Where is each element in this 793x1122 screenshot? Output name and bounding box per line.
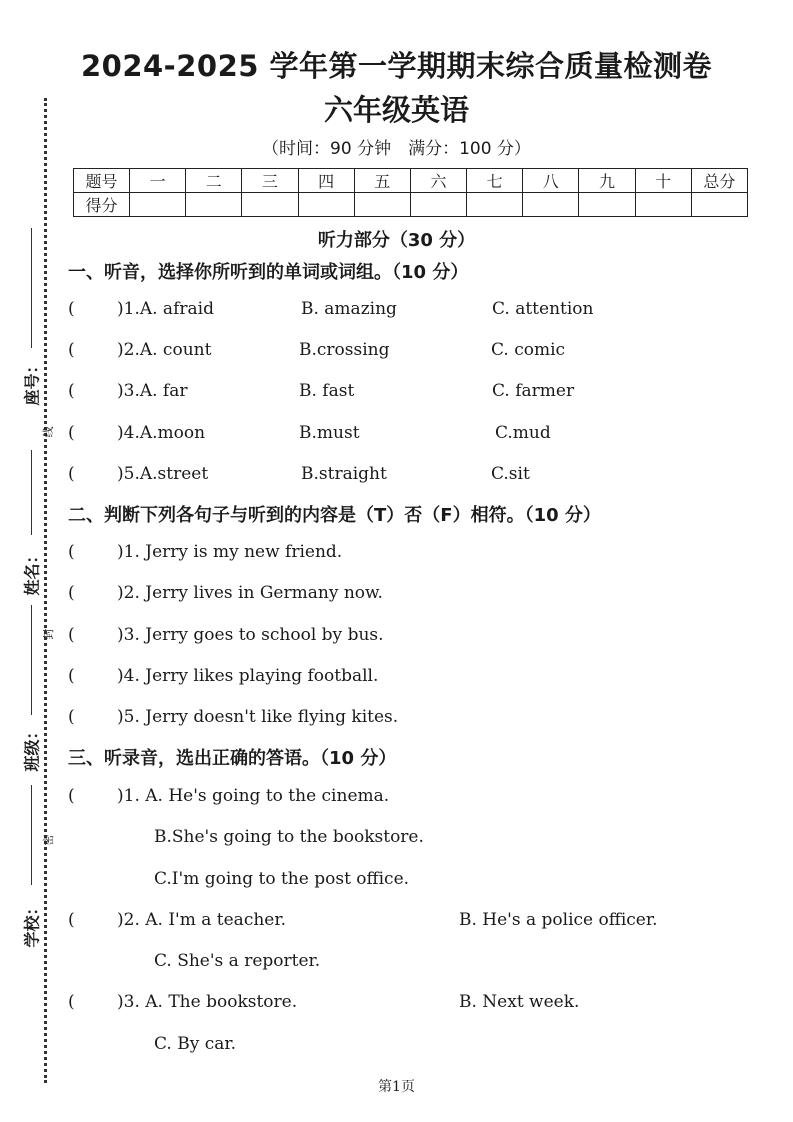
score-table-score-row — [74, 193, 748, 217]
part1-q4-a: )4.A.moon — [117, 423, 206, 443]
part1-q3-b: B. fast — [299, 381, 355, 401]
answer-paren: ( — [68, 542, 75, 562]
answer-paren: ( — [68, 464, 75, 484]
answer-paren: ( — [68, 340, 75, 360]
school-label: 学校： — [22, 899, 42, 948]
seal-mark-line: 线 — [42, 426, 55, 438]
part3-q3-c: C. By car. — [154, 1034, 237, 1054]
part1-heading: 一、听音，选择你所听到的单词或词组。（10 分） — [68, 262, 469, 283]
score-cell: 十 — [635, 169, 691, 193]
part3-q1-a: )1. A. He's going to the cinema. — [117, 786, 390, 806]
name-blank-line — [31, 450, 32, 535]
part2-heading: 二、判断下列各句子与听到的内容是（T）否（F）相符。（10 分） — [68, 505, 601, 526]
score-cell: 题号 — [74, 169, 130, 193]
exam-meta: （时间：90 分钟 满分：100 分） — [262, 139, 531, 159]
part1-q5-b: B.straight — [301, 464, 387, 484]
part2-item-3: )3. Jerry goes to school by bus. — [117, 625, 384, 645]
part1-q3-a: )3.A. far — [117, 381, 188, 401]
score-blank — [298, 193, 354, 217]
part3-q3-b: B. Next week. — [459, 992, 580, 1012]
score-blank — [242, 193, 298, 217]
part1-q3-c: C. farmer — [492, 381, 575, 401]
score-cell: 六 — [410, 169, 466, 193]
score-cell: 二 — [186, 169, 242, 193]
score-blank — [354, 193, 410, 217]
score-blank — [579, 193, 635, 217]
class-label: 班级： — [22, 723, 42, 772]
part1-q2-c: C. comic — [491, 340, 566, 360]
seal-mark-seal: 封 — [42, 628, 55, 640]
score-blank — [523, 193, 579, 217]
score-cell: 八 — [523, 169, 579, 193]
part3-q1-b: B.She's going to the bookstore. — [154, 827, 424, 847]
part1-q1-b: B. amazing — [301, 299, 397, 319]
answer-paren: ( — [68, 707, 75, 727]
seal-mark-secret: 密 — [42, 834, 55, 846]
part2-item-2: )2. Jerry lives in Germany now. — [117, 583, 383, 603]
part1-q4-b: B.must — [299, 423, 360, 443]
part1-q4-c: C.mud — [495, 423, 551, 443]
score-row-label: 得分 — [74, 193, 130, 217]
score-table — [73, 168, 748, 217]
answer-paren: ( — [68, 666, 75, 686]
part1-q5-c: C.sit — [491, 464, 530, 484]
answer-paren: ( — [68, 381, 75, 401]
part3-q2-a: )2. A. I'm a teacher. — [117, 910, 287, 930]
class-blank-line — [31, 605, 32, 715]
score-blank — [467, 193, 523, 217]
seat-label: 座号： — [22, 357, 42, 406]
score-cell: 四 — [298, 169, 354, 193]
exam-subtitle: 六年级英语 — [323, 93, 469, 127]
exam-title: 2024-2025 学年第一学期期末综合质量检测卷 — [80, 49, 713, 83]
part3-q2-c: C. She's a reporter. — [154, 951, 321, 971]
part2-item-4: )4. Jerry likes playing football. — [117, 666, 379, 686]
score-blank — [691, 193, 747, 217]
score-cell: 五 — [354, 169, 410, 193]
answer-paren: ( — [68, 423, 75, 443]
score-cell: 三 — [242, 169, 298, 193]
score-cell: 七 — [467, 169, 523, 193]
part1-q1-a: )1.A. afraid — [117, 299, 214, 319]
score-cell: 九 — [579, 169, 635, 193]
part1-q1-c: C. attention — [492, 299, 594, 319]
answer-paren: ( — [68, 910, 75, 930]
part1-q2-b: B.crossing — [299, 340, 390, 360]
answer-paren: ( — [68, 992, 75, 1012]
part3-q1-c: C.I'm going to the post office. — [154, 869, 410, 889]
listening-section-title: 听力部分（30 分） — [317, 230, 476, 251]
part1-q2-a: )2.A. count — [117, 340, 212, 360]
score-cell: 一 — [130, 169, 186, 193]
name-label: 姓名： — [22, 547, 42, 596]
score-table-header-row — [74, 169, 748, 193]
school-blank-line — [31, 785, 32, 885]
part2-item-1: )1. Jerry is my new friend. — [117, 542, 343, 562]
score-blank — [410, 193, 466, 217]
part3-q2-b: B. He's a police officer. — [459, 910, 658, 930]
page-number: 第1页 — [378, 1079, 415, 1095]
answer-paren: ( — [68, 299, 75, 319]
part3-q3-a: )3. A. The bookstore. — [117, 992, 298, 1012]
part2-item-5: )5. Jerry doesn't like flying kites. — [117, 707, 399, 727]
answer-paren: ( — [68, 786, 75, 806]
part1-q5-a: )5.A.street — [117, 464, 209, 484]
score-blank — [186, 193, 242, 217]
score-blank — [130, 193, 186, 217]
score-blank — [635, 193, 691, 217]
answer-paren: ( — [68, 583, 75, 603]
part3-heading: 三、听录音，选出正确的答语。（10 分） — [68, 748, 397, 769]
score-cell: 总分 — [691, 169, 747, 193]
answer-paren: ( — [68, 625, 75, 645]
